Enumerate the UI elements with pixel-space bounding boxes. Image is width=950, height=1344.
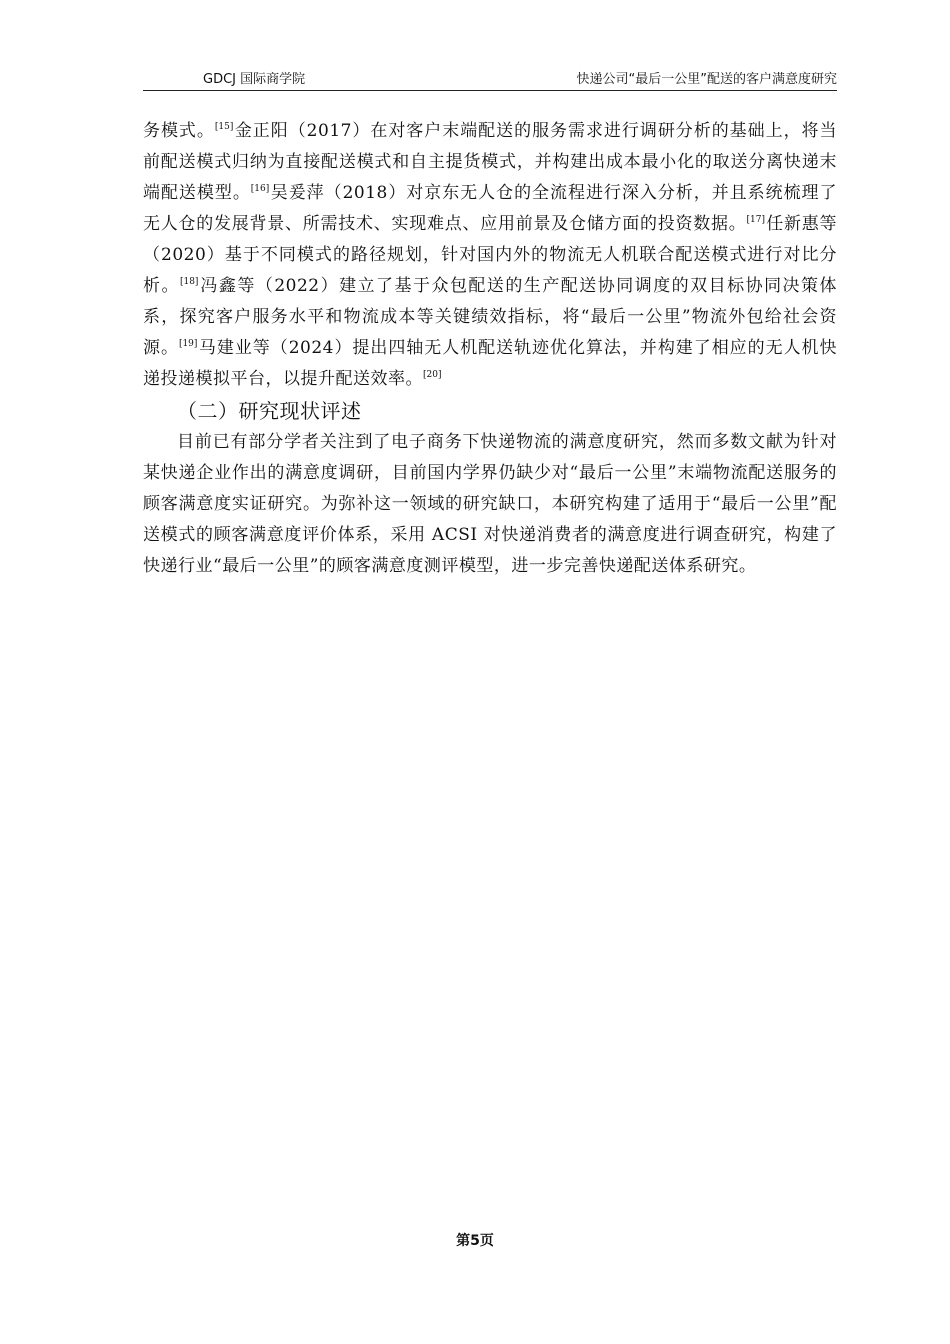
section-heading: （二）研究现状评述 (177, 399, 362, 423)
citation-17: [17] (746, 215, 765, 225)
citation-15: [15] (214, 122, 234, 132)
citation-19: [19] (178, 339, 198, 349)
text-segment: 务模式。 (143, 121, 215, 141)
citation-16: [16] (250, 184, 270, 194)
main-content (143, 116, 837, 582)
text-segment: 冯鑫等（2022）建立了基于众包配送的生产配送协同调度的双目标协同决策体系，探究客户服务水平和物流成本等关键绩效指标，将“最后一公里”物流外包给社会资源。 (143, 276, 838, 358)
citation-20: [20] (423, 370, 442, 380)
review-summary-paragraph: 目前已有部分学者关注到了电子商务下快递物流的满意度研究，然而多数文献为针对某快递企业作出的满意度调研，目前国内学界仍缺少对“最后一公里”末端物流配送服务的顾客满意度实证研究。为弥补这一领域的研究缺口，本研究构建了适用于“最后一公里”配送模式的顾客满意度评价体系，采用 ACSI 对快递消费者的满意度进行调查研究，构建了快递行业“最后一公里”的顾客满意度测评模型，进一步完善快递配送体系研究。 (143, 432, 837, 576)
page-header (143, 64, 837, 91)
page-number: 第5页 (456, 1233, 494, 1249)
text-segment: 金正阳（2017）在对客户末端配送的服务需求进行调研分析的基础上，将当前配送模式归纳为直接配送模式和自主提货模式，并构建出成本最小化的取送分离快递末端配送模型。 (143, 121, 838, 203)
header-institution: GDCJ 国际商学院 (203, 72, 306, 87)
text-segment: 吴爰萍（2018）对京东无人仓的全流程进行深入分析，并且系统梳理了无人仓的发展背景、所需技术、实现难点、应用前景及仓储方面的投资数据。 (143, 183, 838, 234)
text-segment: 任新惠等（2020）基于不同模式的路径规划，针对国内外的物流无人机联合配送模式进行对比分析。 (143, 214, 838, 296)
literature-review-paragraph (143, 116, 837, 395)
header-paper-title: 快递公司“最后一公里”配送的客户满意度研究 (576, 72, 837, 87)
citation-18: [18] (179, 277, 199, 287)
text-segment: 马建业等（2024）提出四轴无人机配送轨迹优化算法，并构建了相应的无人机快递投递模拟平台，以提升配送效率。 (143, 338, 838, 389)
